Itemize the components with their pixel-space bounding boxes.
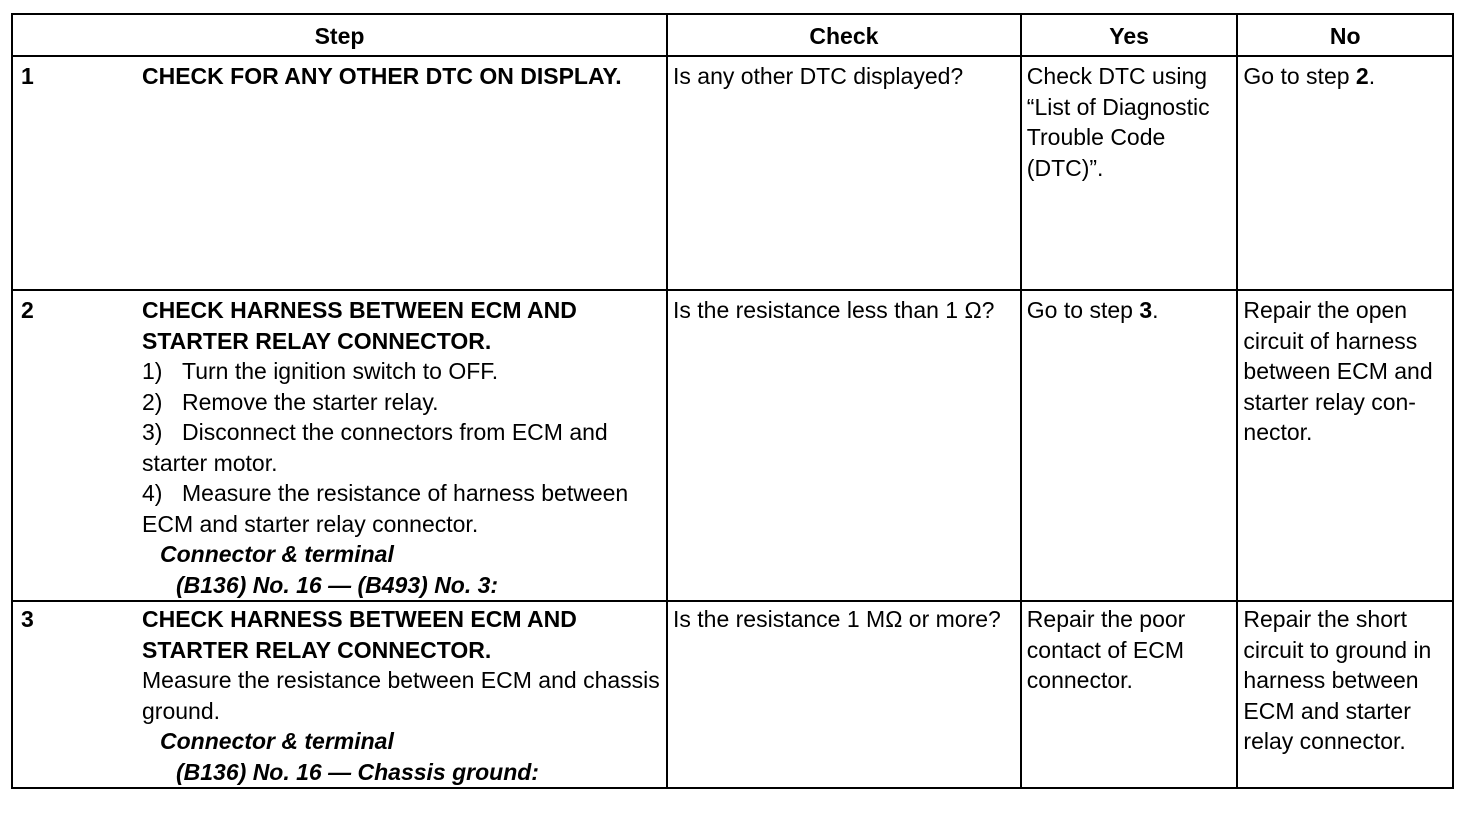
check-cell: Is the resistance less than 1 Ω?	[667, 290, 1021, 601]
step-title: CHECK FOR ANY OTHER DTC ON DISPLAY.	[142, 63, 622, 89]
step-description: Measure the resistance between ECM and chassis ground.	[142, 667, 660, 724]
header-step: Step	[12, 14, 667, 56]
diagnostic-table	[11, 13, 1454, 789]
header-yes: Yes	[1021, 14, 1238, 56]
table-row	[12, 56, 1453, 290]
step-title: CHECK HARNESS BETWEEN ECM AND STARTER RELAY CONNECTOR.	[142, 297, 577, 354]
connector-label: Connector & terminal	[160, 541, 394, 567]
header-check: Check	[667, 14, 1021, 56]
step-number: 2	[21, 297, 34, 323]
no-cell: Repair the open circuit of harness between ECM and starter relay con-nector.	[1237, 290, 1453, 601]
no-text: Go to step	[1243, 63, 1356, 89]
table-row	[12, 290, 1453, 601]
step-cell	[12, 290, 667, 601]
connector-terminal-value: (B136) No. 16 — (B493) No. 3:	[176, 571, 499, 598]
header-no: No	[1237, 14, 1453, 56]
connector-terminal-value: (B136) No. 16 — Chassis ground:	[176, 758, 539, 785]
no-cell: Repair the short circuit to ground in harness between ECM and starter relay connector.	[1237, 601, 1453, 788]
step-cell	[12, 56, 667, 290]
procedure-item: 1) Turn the ignition switch to OFF.	[142, 358, 499, 384]
procedure-item: 2) Remove the starter relay.	[142, 388, 439, 415]
no-cell	[1237, 56, 1453, 290]
check-cell: Is the resistance 1 MΩ or more?	[667, 601, 1021, 788]
yes-text-suffix: .	[1152, 297, 1159, 323]
check-cell: Is any other DTC displayed?	[667, 56, 1021, 290]
step-number: 1	[21, 63, 34, 89]
step-title: CHECK HARNESS BETWEEN ECM AND STARTER RELAY CONNECTOR.	[142, 606, 577, 663]
connector-label: Connector & terminal	[160, 728, 394, 754]
yes-text: Go to step	[1026, 297, 1140, 323]
header-row	[12, 14, 1453, 56]
step-cell	[12, 601, 667, 788]
step-link-number: 3	[1139, 297, 1153, 323]
yes-cell	[1021, 290, 1238, 601]
procedure-item: 4) Measure the resistance of harness between ECM and starter relay connector.	[142, 480, 629, 537]
yes-cell: Repair the poor contact of ECM connector.	[1021, 601, 1238, 788]
procedure-list	[142, 356, 661, 539]
no-text-suffix: .	[1368, 63, 1376, 89]
step-number: 3	[21, 606, 34, 632]
step-link-number: 2	[1355, 63, 1369, 89]
yes-cell: Check DTC using “List of Diagnostic Trouble Code (DTC)”.	[1021, 56, 1238, 290]
table-row	[12, 601, 1453, 788]
procedure-item: 3) Disconnect the connectors from ECM and starter motor.	[142, 419, 608, 476]
